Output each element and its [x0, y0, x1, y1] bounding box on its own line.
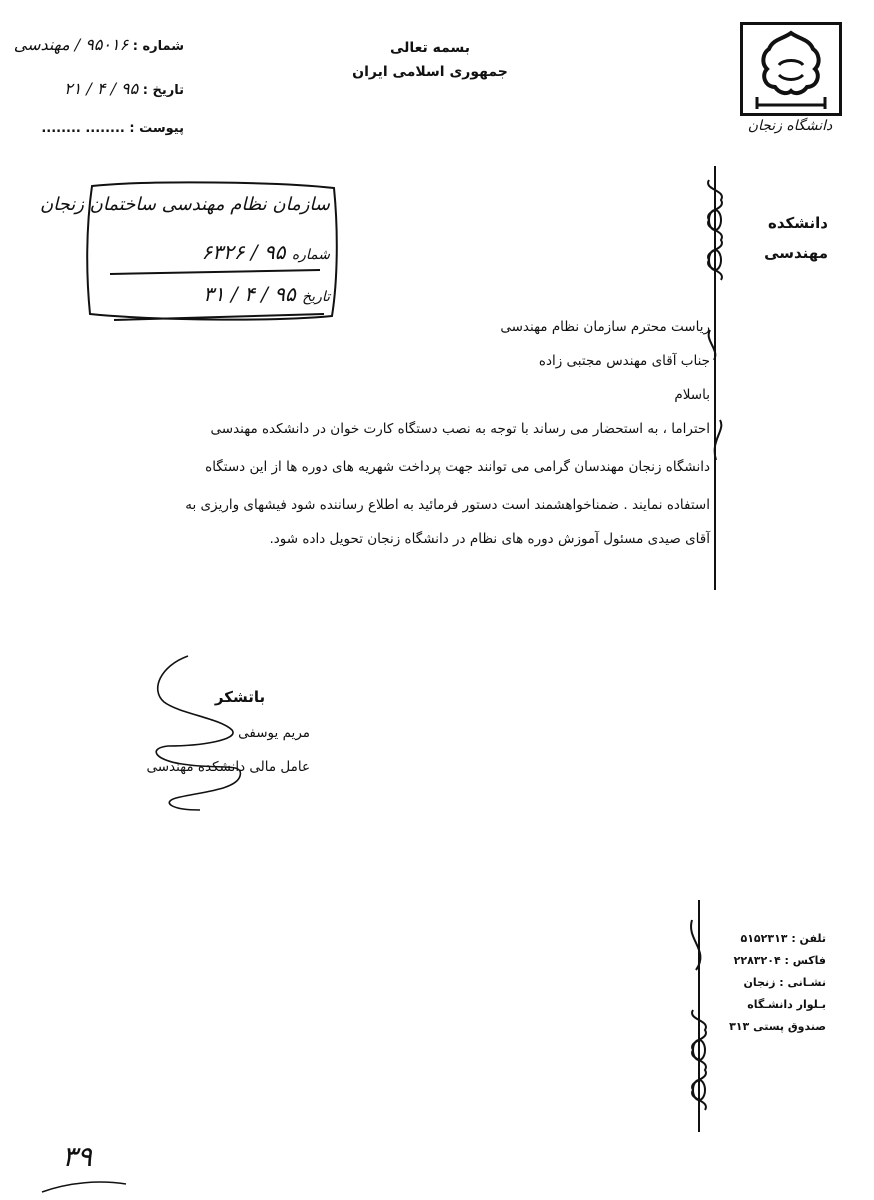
stamp-number-label: شماره	[291, 247, 330, 263]
contact-block	[716, 928, 826, 1038]
page-number: ۳۹	[62, 1140, 93, 1173]
stamp-org: سازمان نظام مهندسی ساختمان زنجان	[39, 194, 330, 215]
letter-greeting: باسلام	[674, 387, 710, 403]
letter-recipient1: ریاست محترم سازمان نظام مهندسی	[500, 319, 710, 335]
contact-address: نشـانی : زنجان	[743, 976, 826, 989]
stamp-number-row	[100, 240, 330, 264]
letter-para-line4: آقای صیدی مسئول آموزش دوره های نظام در دانشگاه زنجان تحویل داده شود.	[269, 531, 710, 547]
faculty-block	[720, 208, 828, 268]
header-republic: جمهوری اسلامی ایران	[352, 64, 508, 80]
stamp-date-value: ۹۵ / ۴ / ۳۱	[203, 282, 296, 306]
signature-title: عامل مالی دانشکده مهندسی	[146, 759, 310, 775]
letter-para-line3: استفاده نمایند . ضمناخواهشمند است دستور فرمائید به اطلاع رساننده شود فیشهای واریزی به	[185, 497, 710, 513]
contact-fax: فاکس : ۲۲۸۳۲۰۴	[733, 954, 826, 967]
meta-number-value: ۹۵۰۱۶ / مهندسی	[13, 35, 129, 54]
university-logo	[740, 22, 842, 116]
letter-para-line1: احتراما ، به استحضار می رساند با توجه به نصب دستگاه کارت خوان در دانشکده مهندسی	[210, 421, 710, 437]
logo-caption: دانشگاه زنجان	[747, 118, 833, 134]
contact-street: بـلوار دانشـگاه	[747, 998, 826, 1011]
letter-para-line2: دانشگاه زنجان مهندسان گرامی می توانند جهت پرداخت شهریه های دوره ها از این دستگاه	[205, 459, 710, 475]
meta-attachment-value: ........ ........	[41, 121, 125, 136]
meta-date-row	[14, 80, 184, 100]
faculty-line1: دانشکده	[768, 214, 828, 232]
meta-attachment-row	[14, 120, 184, 138]
handwritten-signature-icon	[140, 650, 300, 820]
signature-thanks: باتشکر	[214, 688, 266, 706]
contact-po-box: صندوق پستی ۳۱۳	[729, 1020, 826, 1033]
stamp-date-row	[100, 282, 330, 306]
page-number-underline-icon	[40, 1178, 130, 1198]
meta-number-row	[14, 36, 184, 56]
logo-emblem-icon	[743, 25, 839, 113]
header-bismillah: بسمه تعالی	[389, 40, 471, 56]
signature-name: مریم یوسفی	[238, 725, 310, 741]
letter-recipient2: جناب آقای مهندس مجتبی زاده	[538, 353, 710, 369]
stamp-number-value: ۹۵ / ۶۳۲۶	[201, 240, 286, 264]
stamp-date-label: تاریخ	[302, 289, 330, 305]
meta-attachment-label: پیوست :	[129, 121, 184, 136]
letter-header	[300, 36, 560, 84]
meta-date-value: ۹۵ / ۴ / ۲۱	[64, 79, 139, 98]
ornament-border-bottom-icon	[684, 900, 714, 1140]
faculty-line2: مهندسی	[764, 244, 828, 262]
received-stamp	[39, 178, 342, 324]
meta-number-label: شماره :	[132, 39, 184, 54]
meta-date-label: تاریخ :	[142, 83, 184, 98]
contact-phone: تلفن : ۵۱۵۲۳۱۳	[740, 932, 826, 945]
